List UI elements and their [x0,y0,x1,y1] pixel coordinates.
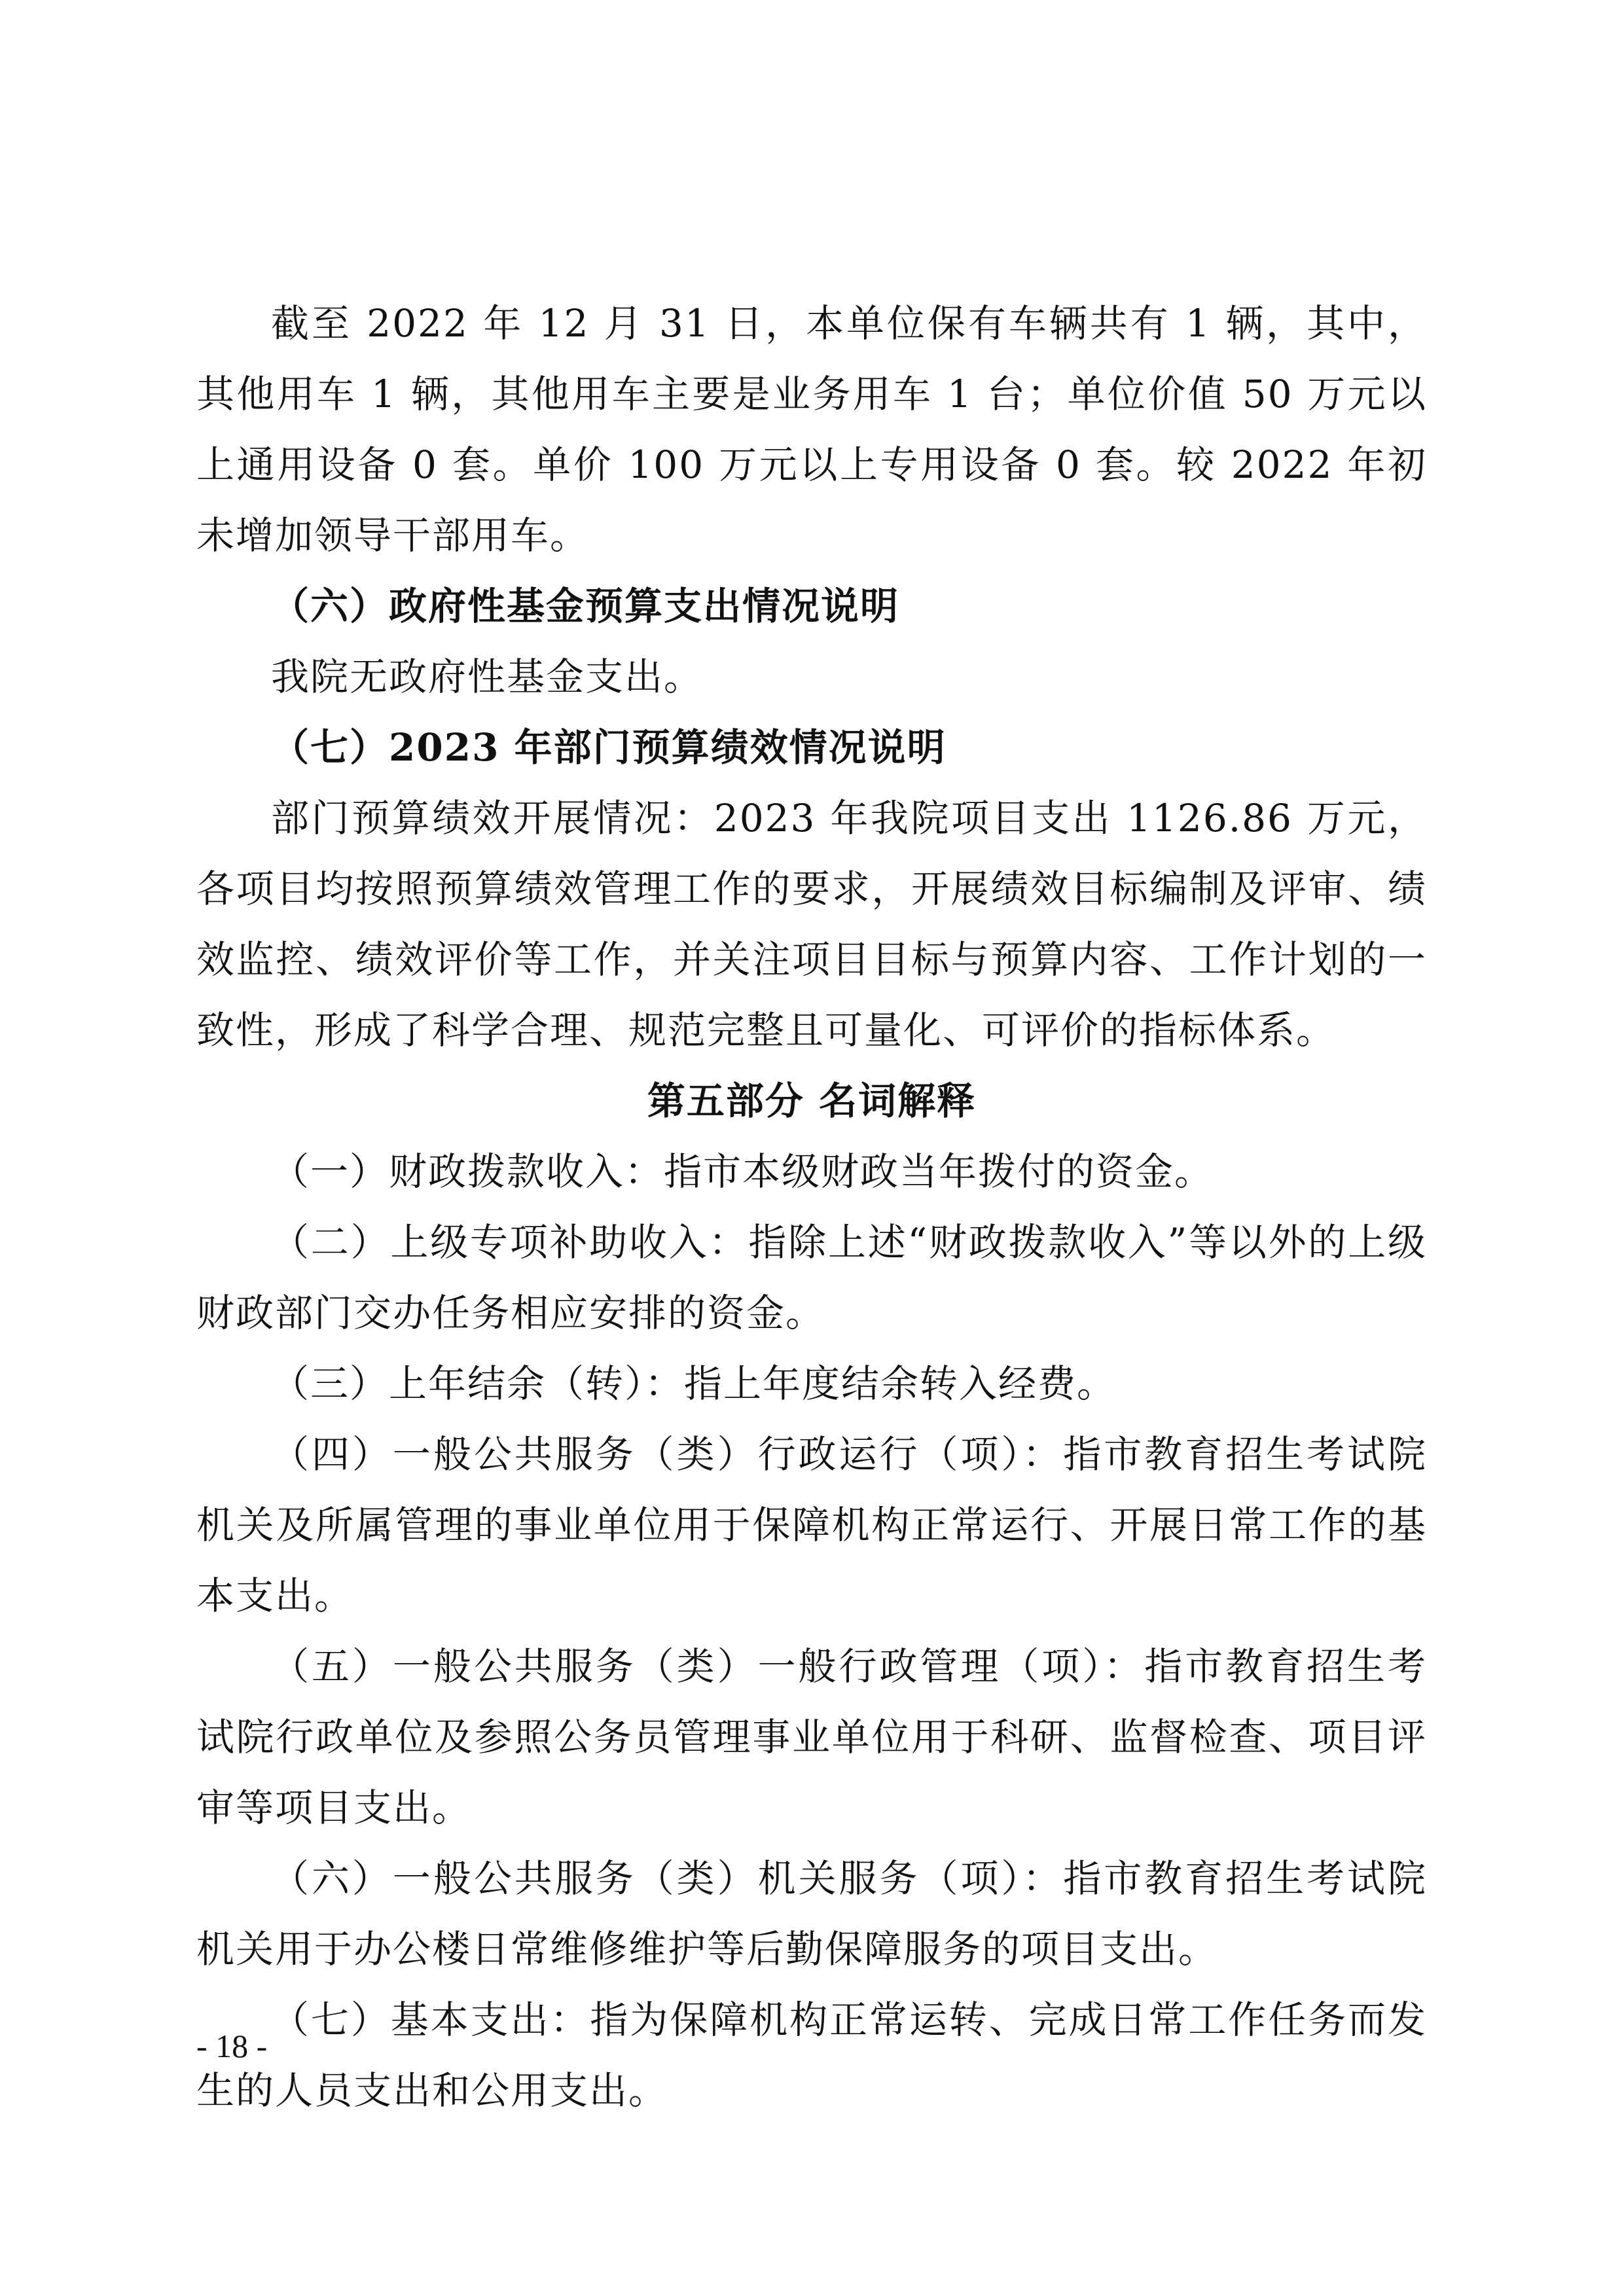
definition-item: （五）一般公共服务（类）一般行政管理（项）：指市教育招生考试院行政单位及参照公务员管理事业单位用于科研、监督检查、项目评审等项目支出。 [196,1644,1427,1830]
definition-item: （一）财政拨款收入：指市本级财政当年拨付的资金。 [271,1149,1214,1194]
paragraph-government-fund: 我院无政府性基金支出。 [271,655,704,699]
heading-performance: （七）2023 年部门预算绩效情况说明 [271,725,947,770]
definition-item: （四）一般公共服务（类）行政运行（项）：指市教育招生考试院机关及所属管理的事业单位用于保障机构正常运行、开展日常工作的基本支出。 [196,1432,1427,1618]
paragraph-performance: 部门预算绩效开展情况：2023 年我院项目支出 1126.86 万元，各项目均按照预算绩效管理工作的要求，开展绩效目标编制及评审、绩效监控、绩效评价等工作，并关注项目目标与预算内容、工作计划的一致性，形成了科学合理、规范完整且可量化、可评价的指标体系。 [196,796,1427,1052]
page-body [196,288,1427,2126]
definition-item: （三）上年结余（转）：指上年度结余转入经费。 [271,1361,1117,1406]
section-title: 第五部分 名词解释 [647,1079,977,1123]
page-number: - 18 - [196,2028,268,2064]
heading-government-fund: （六）政府性基金预算支出情况说明 [271,584,900,628]
definition-item: （七）基本支出：指为保障机构正常运转、完成日常工作任务而发生的人员支出和公用支出。 [196,1998,1427,2113]
definition-item: （二）上级专项补助收入：指除上述“财政拨款收入”等以外的上级财政部门交办任务相应安排的资金。 [196,1220,1427,1335]
definition-item: （六）一般公共服务（类）机关服务（项）：指市教育招生考试院机关用于办公楼日常维修维护等后勤保障服务的项目支出。 [196,1856,1427,1971]
paragraph-vehicles: 截至 2022 年 12 月 31 日，本单位保有车辆共有 1 辆，其中，其他用车 1 辆，其他用车主要是业务用车 1 台；单位价值 50 万元以上通用设备 0 套。单价 100 万元以上专用设备 0 套。较 2022 年初未增加领导干部用车。 [196,301,1427,558]
